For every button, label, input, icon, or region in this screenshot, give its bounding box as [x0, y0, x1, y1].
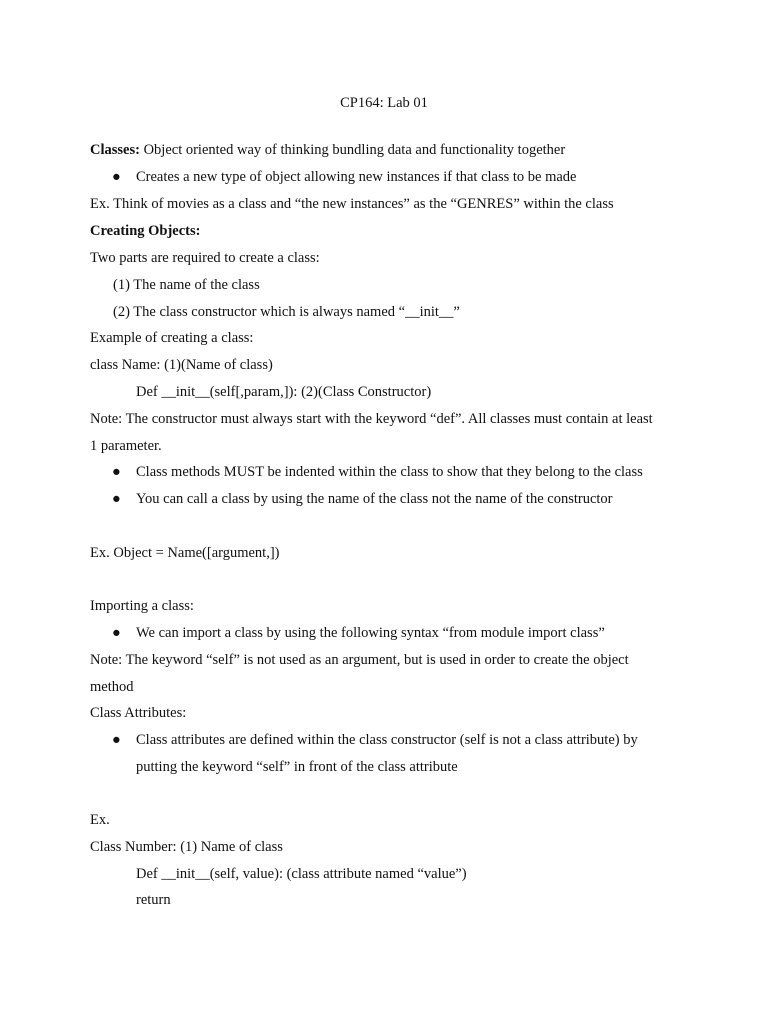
importing-heading: Importing a class: [90, 598, 194, 614]
bullet-icon: ● [112, 491, 121, 507]
creating-objects-heading: Creating Objects: [90, 223, 201, 239]
code-def-init: Def __init__(self[,param,]): (2)(Class Constructor) [136, 384, 432, 400]
note-self-cont: method [90, 679, 134, 695]
example-object: Ex. Object = Name([argument,]) [90, 545, 280, 561]
code-class-name: class Name: (1)(Name of class) [90, 357, 273, 373]
two-parts-text: Two parts are required to create a class: [90, 250, 320, 266]
bullet-item: You can call a class by using the name of the class not the name of the constructor [136, 491, 613, 507]
note-self: Note: The keyword “self” is not used as an argument, but is used in order to create the object [90, 652, 629, 668]
example-creating-text: Example of creating a class: [90, 330, 254, 346]
numbered-item-1: (1) The name of the class [113, 277, 260, 293]
classes-definition [90, 141, 565, 159]
note-constructor-cont: 1 parameter. [90, 438, 162, 454]
classes-text: Object oriented way of thinking bundling data and functionality together [139, 142, 566, 158]
bullet-item: We can import a class by using the following syntax “from module import class” [136, 625, 605, 641]
bullet-icon: ● [112, 732, 121, 748]
note-constructor: Note: The constructor must always start with the keyword “def”. All classes must contain at least [90, 411, 653, 427]
bullet-item: Creates a new type of object allowing new instances if that class to be made [136, 169, 577, 185]
page-title: CP164: Lab 01 [340, 95, 428, 111]
example-movies: Ex. Think of movies as a class and “the new instances” as the “GENRES” within the class [90, 196, 614, 212]
code-return: return [136, 892, 171, 908]
bullet-item: Class methods MUST be indented within the class to show that they belong to the class [136, 464, 643, 480]
bullet-item: Class attributes are defined within the class constructor (self is not a class attribute) by [136, 732, 638, 748]
bullet-icon: ● [112, 625, 121, 641]
bullet-icon: ● [112, 169, 121, 185]
class-attributes-heading: Class Attributes: [90, 705, 187, 721]
example-label: Ex. [90, 812, 110, 828]
bullet-icon: ● [112, 464, 121, 480]
bullet-item-cont: putting the keyword “self” in front of the class attribute [136, 759, 458, 775]
numbered-item-2: (2) The class constructor which is always named “__init__” [113, 304, 460, 320]
classes-heading: Classes: [90, 142, 140, 158]
code-def-init-value: Def __init__(self, value): (class attribute named “value”) [136, 866, 467, 882]
code-class-number: Class Number: (1) Name of class [90, 839, 283, 855]
